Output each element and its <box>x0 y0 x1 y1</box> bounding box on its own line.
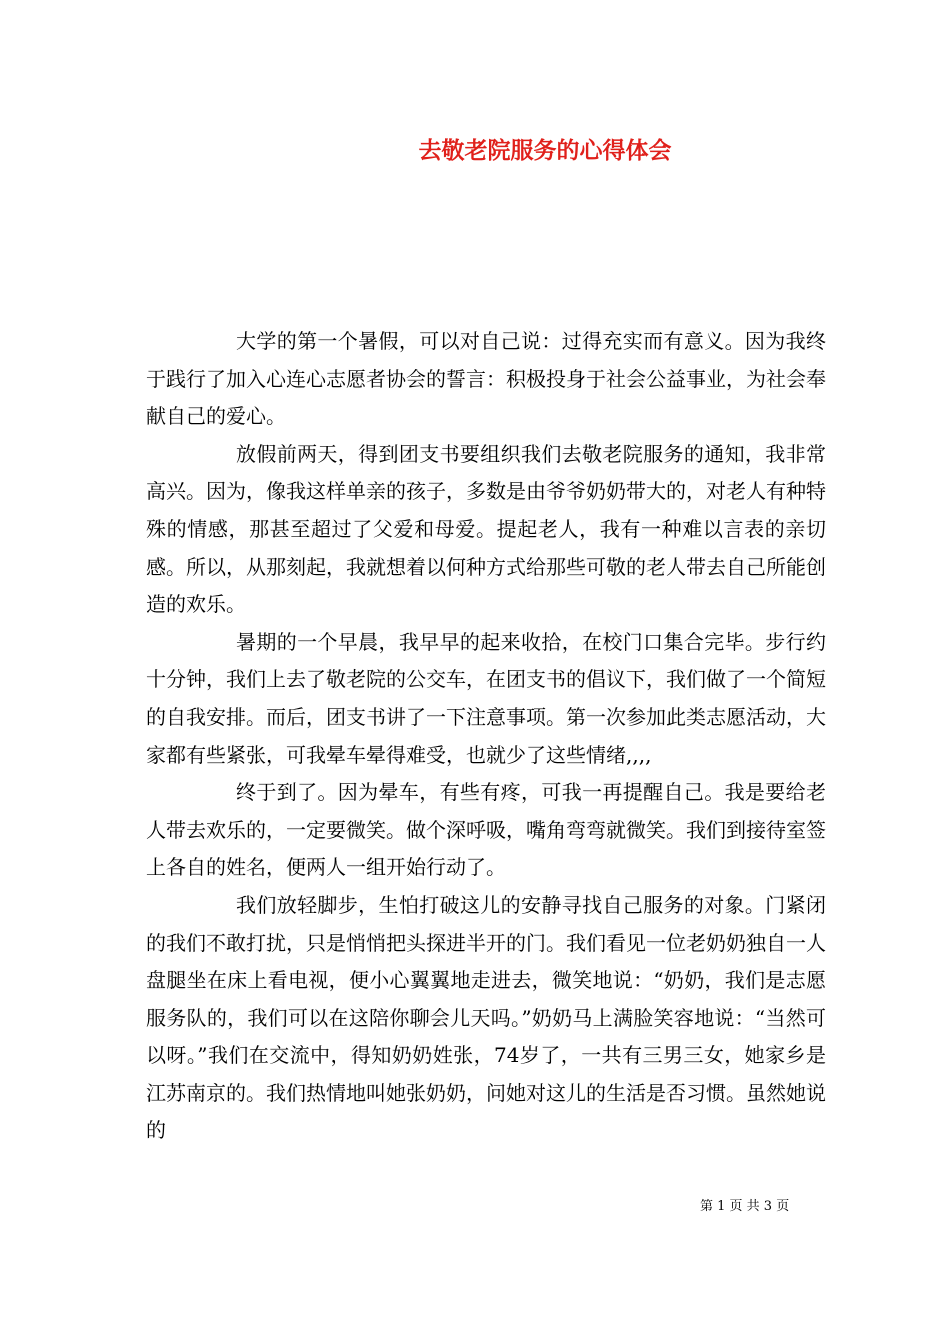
paragraph-4: 终于到了。因为晕车，有些有疼，可我一再提醒自己。我是要给老人带去欢乐的，一定要微笑。做个深呼吸，嘴角弯弯就微笑。我们到接待室签上各自的姓名，便两人一组开始行动了。 <box>146 780 826 880</box>
page-number-footer: 第 1 页 共 3 页 <box>700 1199 790 1214</box>
paragraph-3: 暑期的一个早晨，我早早的起来收拾，在校门口集合完毕。步行约十分钟，我们上去了敬老院的公交车，在团支书的倡议下，我们做了一个简短的自我安排。而后，团支书讲了一下注意事项。第一次参加此类志愿活动，大家都有些紧张，可我晕车晕得难受，也就少了这些情绪,,,, <box>146 629 826 767</box>
paragraph-2: 放假前两天，得到团支书要组织我们去敬老院服务的通知，我非常高兴。因为，像我这样单亲的孩子，多数是由爷爷奶奶带大的，对老人有种特殊的情感，那甚至超过了父爱和母爱。提起老人，我有一种难以言表的亲切感。所以，从那刻起，我就想着以何种方式给那些可敬的老人带去自己所能创造的欢乐。 <box>146 441 826 617</box>
paragraph-1: 大学的第一个暑假，可以对自己说：过得充实而有意义。因为我终于践行了加入心连心志愿者协会的誓言：积极投身于社会公益事业，为社会奉献自己的爱心。 <box>146 329 826 429</box>
paragraph-5: 我们放轻脚步，生怕打破这儿的安静寻找自己服务的对象。门紧闭的我们不敢打扰，只是悄悄把头探进半开的门。我们看见一位老奶奶独自一人盘腿坐在床上看电视，便小心翼翼地走进去，微笑地说：“奶奶，我们是志愿服务队的，我们可以在这陪你聊会儿天吗。”奶奶马上满脸笑容地说：“当然可以呀。”我们在交流中，得知奶奶姓张，74岁了，一共有三男三女，她家乡是江苏南京的。我们热情地叫她张奶奶，问她对这儿的生活是否习惯。虽然她说的 <box>146 892 826 1143</box>
document-body <box>146 323 826 1150</box>
page-title: 去敬老院服务的心得体会 <box>418 137 672 164</box>
